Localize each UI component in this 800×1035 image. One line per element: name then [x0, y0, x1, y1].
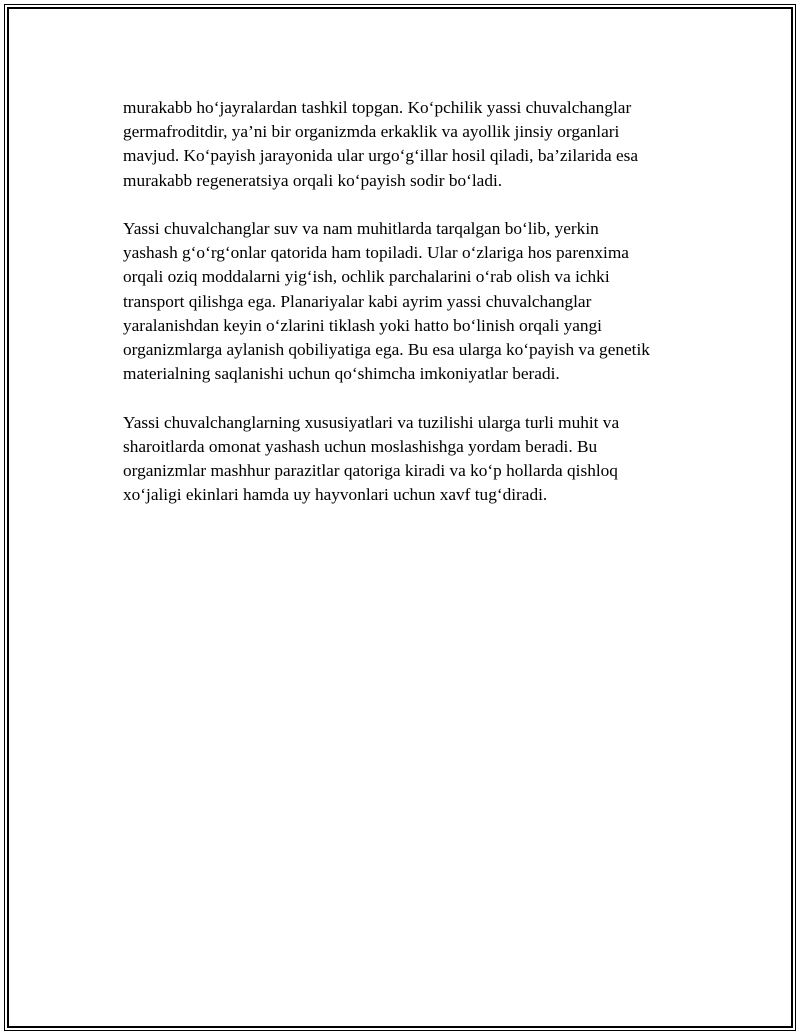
text-line: murakabb ho‘jayralardan tashkil topgan. Ko‘pchilik yassi chuvalchanglar — [123, 98, 632, 117]
text-line: Yassi chuvalchanglar suv va nam muhitlarda tarqalgan bo‘lib, yerkin — [123, 219, 599, 238]
text-line: xo‘jaligi ekinlari hamda uy hayvonlari uchun xavf tug‘diradi. — [123, 485, 548, 505]
text-line: organizmlarga aylanish qobiliyatiga ega. Bu esa ularga ko‘payish va genetik — [123, 340, 650, 360]
page-frame — [4, 4, 796, 1031]
text-line: orqali oziq moddalarni yig‘ish, ochlik parchalarini o‘rab olish va ichki — [123, 267, 610, 287]
text-line: transport qilishga ega. Planariyalar kabi ayrim yassi chuvalchanglar — [123, 291, 592, 311]
text-line: germafroditdir, ya’ni bir organizmda erkaklik va ayollik jinsiy organlari — [123, 122, 620, 142]
text-line: sharoitlarda omonat yashash uchun moslashishga yordam beradi. Bu — [123, 436, 598, 456]
text-line: mavjud. Ko‘payish jarayonida ular urgo‘g‘illar hosil qiladi, ba’zilarida esa — [123, 146, 639, 166]
paragraph-2 — [123, 217, 703, 386]
text-line: yashash g‘o‘rg‘onlar qatorida ham topiladi. Ular o‘zlariga hos parenxima — [123, 243, 629, 263]
text-line: yaralanishdan keyin o‘zlarini tiklash yoki hatto bo‘linish orqali yangi — [123, 315, 602, 335]
text-line: organizmlar mashhur parazitlar qatoriga kiradi va ko‘p hollarda qishloq — [123, 461, 618, 481]
paragraph-3 — [123, 411, 703, 508]
paragraph-1 — [123, 96, 703, 193]
text-line: materialning saqlanishi uchun qo‘shimcha imkoniyatlar beradi. — [123, 364, 560, 384]
document-body — [123, 96, 703, 532]
text-line: Yassi chuvalchanglarning xususiyatlari va tuzilishi ularga turli muhit va — [123, 412, 620, 432]
text-line: murakabb regeneratsiya orqali ko‘payish sodir bo‘ladi. — [123, 170, 503, 190]
